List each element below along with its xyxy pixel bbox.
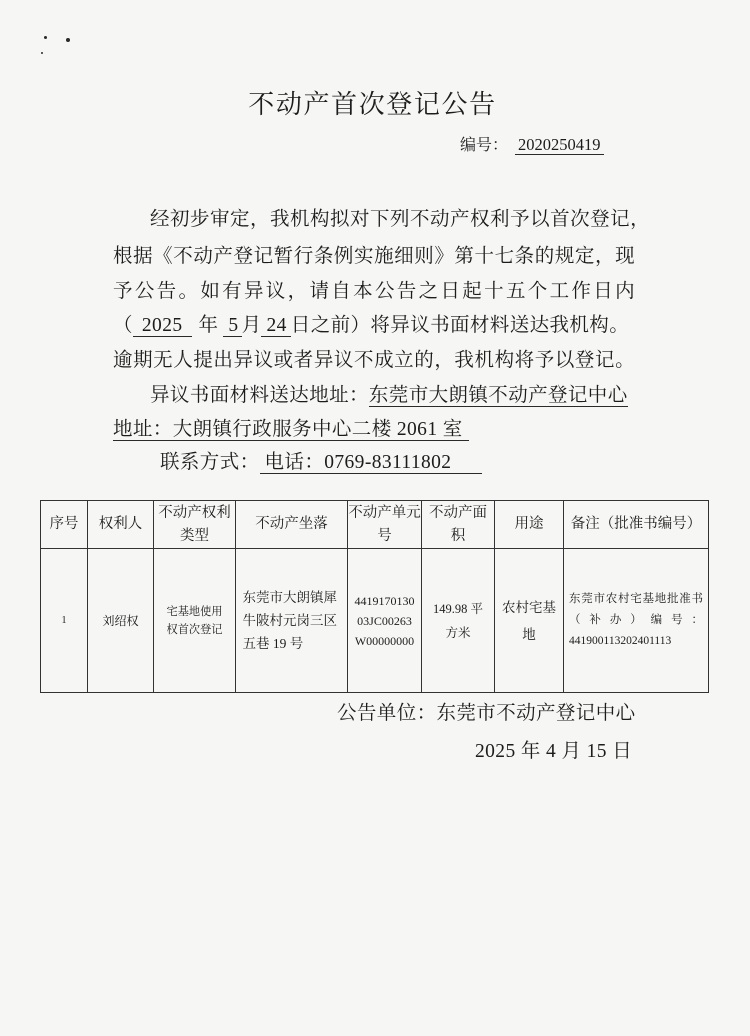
document-title: 不动产首次登记公告 [248,90,497,119]
header-holder [88,501,154,549]
header-unit-no [348,501,422,549]
body-line-1: 经初步审定，我机构拟对下列不动产权利予以首次登记， [150,209,650,230]
deadline-month-unit: 月 [241,315,262,336]
body-line-2: 根据《不动产登记暂行条例实施细则》第十七条的规定，现 [113,246,635,267]
header-right-type-label: 不动产权利类型 [158,504,231,544]
header-usage-label: 用途 [514,516,544,532]
contact-label: 联系方式： [160,452,260,473]
table-row [41,549,709,693]
deadline-year-unit: 年 [198,315,219,336]
issuer-line: 公告单位：东莞市不动产登记中心 [337,703,636,724]
cell-usage-value: 农村宅基地 [502,599,556,642]
objection-address-line [150,384,628,408]
address-line [113,418,469,442]
deadline-year: 2025 [133,315,192,337]
objection-address-label: 异议书面材料送达地址： [150,385,369,406]
table-head [41,501,709,549]
header-location-label: 不动产坐落 [255,516,328,532]
issue-date: 2025 年 4 月 15 日 [475,741,633,762]
serial-label: 编号： [460,137,509,154]
deadline-month: 5 [223,315,241,337]
cell-holder-value: 刘绍权 [102,614,139,628]
cell-usage [495,549,564,693]
header-location [236,501,348,549]
cell-location-value: 东莞市大朗镇犀牛陂村元岗三区五巷 19 号 [242,590,337,651]
header-seq-label: 序号 [49,516,79,532]
body-line-deadline [113,314,629,338]
cell-remarks [564,549,709,693]
cell-remarks-value: 东莞市农村宅基地批准书（补办）编号：441900113202401113 [569,593,703,647]
table-header-row [41,501,709,549]
scan-speck [41,52,43,54]
contact-line [160,451,482,475]
cell-seq-value: 1 [61,615,67,626]
cell-unit-no [348,549,422,693]
cell-seq [41,549,88,693]
objection-address-value: 东莞市大朗镇不动产登记中心 [368,385,628,406]
header-seq [41,501,88,549]
body-line-3: 予公告。如有异议，请自本公告之日起十五个工作日内 [113,281,635,302]
scan-speck [66,38,70,42]
deadline-rest: 日之前）将异议书面材料送达我机构。 [290,315,630,336]
cell-area [422,549,495,693]
header-area [422,501,495,549]
header-unit-no-label: 不动产单元号 [348,504,421,544]
scan-speck [44,36,47,39]
header-right-type [154,501,236,549]
contact-phone: 电话：0769-83111802 [260,452,483,474]
cell-right-type [154,549,236,693]
header-remarks-label: 备注（批准书编号） [570,516,702,532]
serial-value: 2020250419 [515,135,604,155]
header-usage [495,501,564,549]
cell-location [236,549,348,693]
header-remarks [564,501,709,549]
table-body [41,549,709,693]
header-area-label: 不动产面积 [429,504,487,544]
cell-area-value: 149.98 平方米 [432,601,483,640]
serial-number [460,134,604,157]
deadline-day: 24 [261,315,290,337]
registration-table [40,500,709,693]
address-value: 地址：大朗镇行政服务中心二楼 2061 室 [113,419,469,441]
deadline-paren-open: （ [113,315,133,336]
cell-unit-no-value: 441917013003JC00263W00000000 [354,593,415,648]
header-holder-label: 权利人 [98,516,143,532]
body-line-5: 逾期无人提出异议或者异议不成立的，我机构将予以登记。 [113,350,635,371]
cell-holder [88,549,154,693]
cell-right-type-value: 宅基地使用权首次登记 [166,605,223,636]
